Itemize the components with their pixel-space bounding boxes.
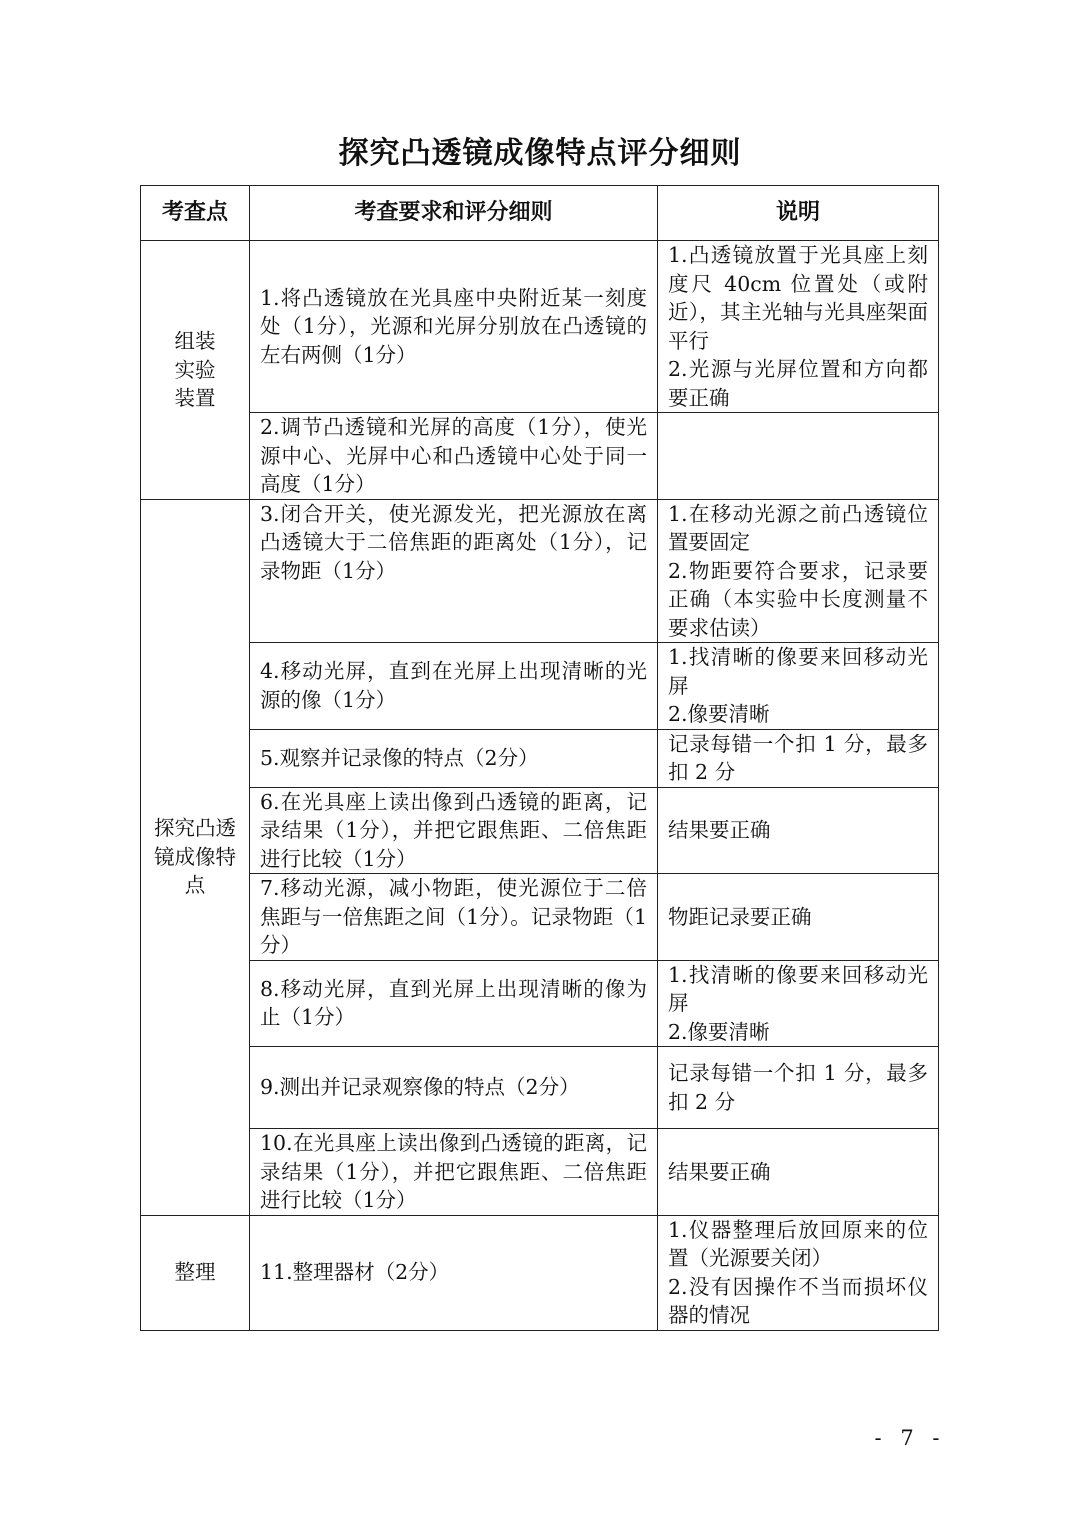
note-cell [658, 413, 939, 500]
category-cell: 整理 [141, 1215, 250, 1330]
requirement-cell: 1.将凸透镜放在光具座中央附近某一刻度处（1分），光源和光屏分别放在凸透镜的左右两侧（1分） [250, 241, 658, 413]
requirement-cell: 3.闭合开关，使光源发光，把光源放在离凸透镜大于二倍焦距的距离处（1分），记录物距（1分） [250, 499, 658, 643]
header-requirements: 考查要求和评分细则 [250, 186, 658, 241]
category-cell: 探究凸透 镜成像特 点 [141, 499, 250, 1215]
requirement-cell: 6.在光具座上读出像到凸透镜的距离，记录结果（1分），并把它跟焦距、二倍焦距进行比较（1分） [250, 787, 658, 874]
table-row [141, 1215, 939, 1330]
note-cell: 结果要正确 [658, 1129, 939, 1216]
requirement-cell: 9.测出并记录观察像的特点（2分） [250, 1047, 658, 1129]
header-check-point: 考查点 [141, 186, 250, 241]
requirement-cell: 11.整理器材（2分） [250, 1215, 658, 1330]
table-row [141, 1129, 939, 1216]
requirement-cell: 7.移动光源，减小物距，使光源位于二倍焦距与一倍焦距之间（1分）。记录物距（1分） [250, 874, 658, 961]
table-row [141, 729, 939, 787]
note-cell: 1.找清晰的像要来回移动光屏 2.像要清晰 [658, 960, 939, 1047]
table-row [141, 241, 939, 413]
note-cell: 物距记录要正确 [658, 874, 939, 961]
table-row [141, 413, 939, 500]
note-cell: 1.仪器整理后放回原来的位置（光源要关闭） 2.没有因操作不当而损坏仪器的情况 [658, 1215, 939, 1330]
requirement-cell: 10.在光具座上读出像到凸透镜的距离，记录结果（1分），并把它跟焦距、二倍焦距进行比较（1分） [250, 1129, 658, 1216]
note-cell: 1.凸透镜放置于光具座上刻度尺 40cm 位置处（或附近），其主光轴与光具座架面平行 2.光源与光屏位置和方向都要正确 [658, 241, 939, 413]
table-row [141, 874, 939, 961]
table-row [141, 643, 939, 730]
note-cell: 记录每错一个扣 1 分，最多扣 2 分 [658, 1047, 939, 1129]
note-cell: 结果要正确 [658, 787, 939, 874]
scoring-table [140, 185, 939, 1331]
header-notes: 说明 [658, 186, 939, 241]
requirement-cell: 5.观察并记录像的特点（2分） [250, 729, 658, 787]
page-title: 探究凸透镜成像特点评分细则 [338, 136, 742, 171]
requirement-cell: 8.移动光屏，直到光屏上出现清晰的像为止（1分） [250, 960, 658, 1047]
category-cell: 组装 实验 装置 [141, 241, 250, 500]
table-row [141, 499, 939, 643]
table-row [141, 960, 939, 1047]
note-cell: 1.找清晰的像要来回移动光屏 2.像要清晰 [658, 643, 939, 730]
table-row [141, 1047, 939, 1129]
note-cell: 1.在移动光源之前凸透镜位置要固定 2.物距要符合要求，记录要正确（本实验中长度测量不要求估读） [658, 499, 939, 643]
page-number: - 7 - [874, 1426, 946, 1450]
note-cell: 记录每错一个扣 1 分，最多扣 2 分 [658, 729, 939, 787]
requirement-cell: 2.调节凸透镜和光屏的高度（1分），使光源中心、光屏中心和凸透镜中心处于同一高度（1分） [250, 413, 658, 500]
table-row [141, 787, 939, 874]
table-header-row [141, 186, 939, 241]
requirement-cell: 4.移动光屏，直到在光屏上出现清晰的光源的像（1分） [250, 643, 658, 730]
